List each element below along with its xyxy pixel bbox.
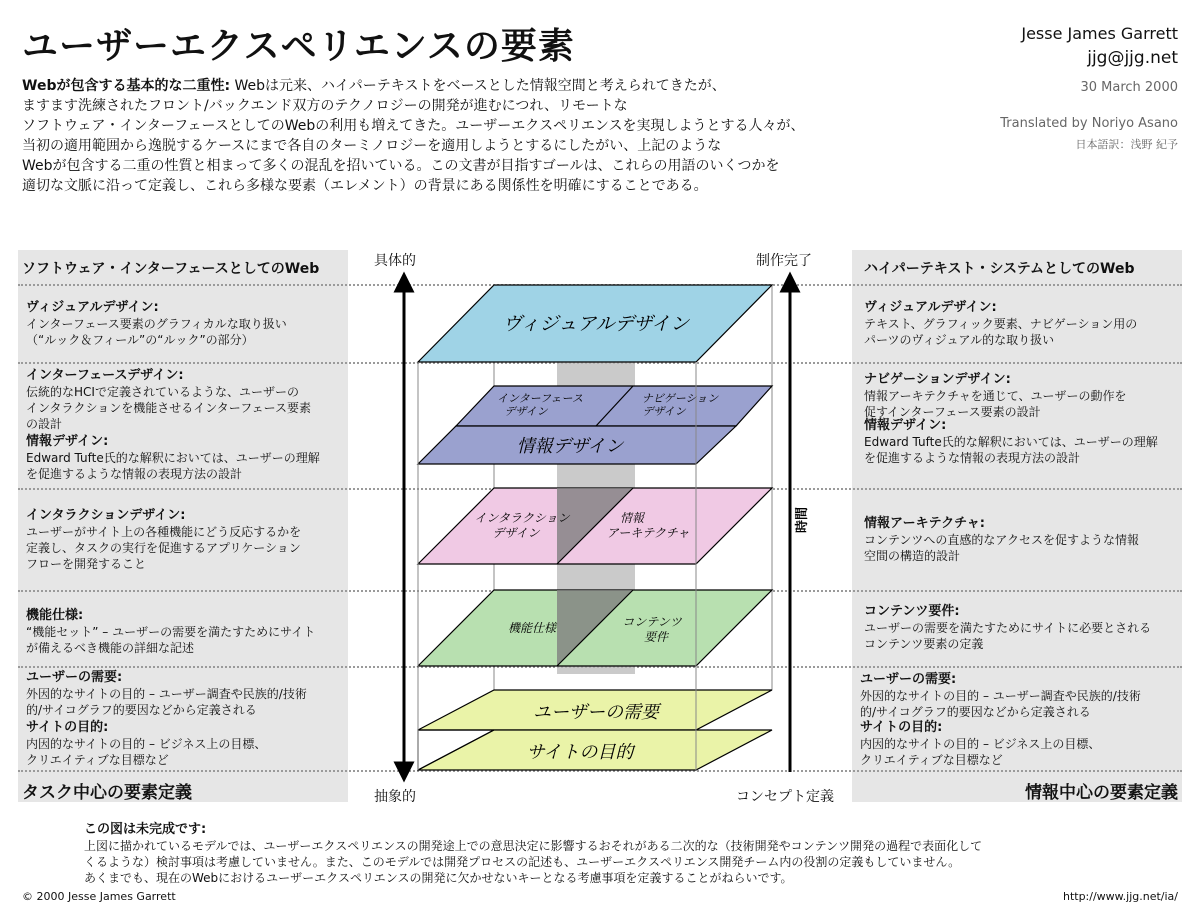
page-title: ユーザーエクスペリエンスの要素 bbox=[22, 26, 575, 67]
author-name: Jesse James Garrett bbox=[1021, 24, 1178, 43]
note-line: あくまでも、現在のWebにおけるユーザーエクスペリエンスの開発に欠かせないキーとなる考慮事項を定義することがねらいです。 bbox=[84, 871, 793, 885]
left-panel-header: ソフトウェア・インターフェースとしてのWeb bbox=[22, 261, 320, 277]
intro-line: 当初の適用範囲から逸脱するケースにまで各自のターミノロジーを適用しようとするにしたがい、上記のような bbox=[22, 138, 722, 154]
right-panel-header: ハイパーテキスト・システムとしてのWeb bbox=[864, 261, 1135, 277]
intro-line: 適切な文脈に沿って定義し、これら多様な要素（エレメント）の背景にある関係性を明確にすることである。 bbox=[22, 178, 708, 194]
translator: Translated by Noriyo Asano bbox=[1000, 116, 1178, 131]
navigation-design-label: ナビゲーションデザイン bbox=[641, 392, 719, 418]
copyright: © 2000 Jesse James Garrett bbox=[22, 890, 176, 903]
visual-design-label: ヴィジュアルデザイン bbox=[502, 313, 690, 335]
left-information-design: 情報デザイン: Edward Tufte氏的な解釈においては、ユーザーの理解 を促進するような情報の表現方法の設計 bbox=[26, 434, 320, 481]
note-line: くるような）検討事項は考慮していません。また、このモデルでは開発プロセスの記述も、ユーザーエクスペリエンス開発チーム内の役割の定義もしていません。 bbox=[84, 855, 961, 869]
author-email[interactable]: jjg@jjg.net bbox=[1087, 48, 1178, 68]
left-functional-spec: 機能仕様: “機能セット” – ユーザーの需要を満たすためにサイト が備えるべき機能の詳細な記述 bbox=[26, 608, 316, 655]
right-footer-label: 情報中心の要素定義 bbox=[1025, 783, 1178, 803]
incomplete-note bbox=[84, 822, 982, 886]
interface-design-label: インターフェースデザイン bbox=[497, 392, 583, 418]
elements-diagram bbox=[360, 260, 840, 790]
translator-jp: 日本語訳：浅野 紀予 bbox=[1075, 138, 1178, 151]
axis-concrete-label: 具体的 bbox=[374, 253, 416, 269]
right-information-design: 情報デザイン: Edward Tufte氏的な解釈においては、ユーザーの理解 を促進するような情報の表現方法の設計 bbox=[864, 418, 1158, 465]
intro-line: ますます洗練されたフロント/バックエンド双方のテクノロジーの開発が進むにつれ、リモートな bbox=[22, 98, 628, 114]
intro-line: ソフトウェア・インターフェースとしてのWebの利用も増えてきた。ユーザーエクスペリエンスを実現しようとする人々が、 bbox=[22, 118, 805, 134]
information-design-label: 情報デザイン bbox=[516, 436, 624, 457]
axis-completion-label: 制作完了 bbox=[756, 253, 812, 269]
right-content-requirements: コンテンツ要件: ユーザーの需要を満たすためにサイトに必要とされる コンテンツ要素の定義 bbox=[864, 604, 1152, 651]
left-visual-design: ヴィジュアルデザイン: インターフェース要素のグラフィカルな取り扱い （“ルック＆フィール”の“ルック”の部分） bbox=[26, 300, 287, 347]
intro-line: Webが包含する基本的な二重性: Webは元来、ハイパーテキストをベースとした情報空間と考えられてきたが、 bbox=[22, 78, 726, 94]
left-interaction-design: インタラクションデザイン: ユーザーがサイト上の各種機能にどう反応するかを 定義し、タスクの実行を促進するアプリケーション フローを開発すること bbox=[26, 508, 302, 571]
right-site-objectives: サイトの目的: 内因的なサイトの目的 – ビジネス上の目標、 クリエイティブな目標など bbox=[860, 720, 1101, 767]
left-site-objectives: サイトの目的: 内因的なサイトの目的 – ビジネス上の目標、 クリエイティブな目標など bbox=[26, 720, 267, 767]
right-navigation-design: ナビゲーションデザイン: 情報アーキテクチャを通じて、ユーザーの動作を 促すインターフェース要素の設計 bbox=[864, 372, 1127, 419]
time-axis-label: 時間 bbox=[795, 506, 810, 534]
axis-conception-label: コンセプト定義 bbox=[736, 789, 834, 805]
user-needs-label: ユーザーの需要 bbox=[533, 702, 659, 723]
interaction-design-label: インタラクションデザイン bbox=[474, 511, 570, 540]
intro-heading: Webが包含する基本的な二重性: bbox=[22, 78, 231, 94]
intro-line: Webが包含する二重の性質と相まって多くの混乱を招いている。この文書が目指すゴールは、これらの用語のいくつかを bbox=[22, 158, 780, 174]
left-interface-design: インターフェースデザイン: 伝統的なHCIで定義されているような、ユーザーの インタラクションを機能させるインターフェース要素 の設計 bbox=[26, 368, 312, 431]
left-footer-label: タスク中心の要素定義 bbox=[22, 783, 192, 803]
note-heading: この図は未完成です: bbox=[84, 822, 207, 837]
axis-abstract-label: 抽象的 bbox=[374, 789, 416, 805]
content-requirements-label: コンテンツ要件 bbox=[622, 615, 682, 644]
right-user-needs: ユーザーの需要: 外因的なサイトの目的 – ユーザー調査や民族的/技術 的/サイコグラフ的要因などから定義される bbox=[860, 672, 1141, 719]
date: 30 March 2000 bbox=[1080, 80, 1178, 95]
note-line: 上図に描かれているモデルでは、ユーザーエクスペリエンスの開発途上での意思決定に影響するおそれがある二次的な（技術開発やコンテンツ開発の過程で表面化して bbox=[84, 839, 983, 853]
information-architecture-label: 情報アーキテクチャ bbox=[606, 511, 690, 540]
functional-spec-label: 機能仕様 bbox=[507, 621, 557, 635]
site-objectives-label: サイトの目的 bbox=[526, 742, 634, 763]
left-user-needs: ユーザーの需要: 外因的なサイトの目的 – ユーザー調査や民族的/技術 的/サイコグラフ的要因などから定義される bbox=[26, 670, 307, 717]
intro-paragraph bbox=[22, 76, 922, 196]
right-visual-design: ヴィジュアルデザイン: テキスト、グラフィック要素、ナビゲーション用の パーツのヴィジュアル的な取り扱い bbox=[864, 300, 1138, 347]
source-url[interactable]: http://www.jjg.net/ia/ bbox=[1062, 890, 1178, 903]
right-information-architecture: 情報アーキテクチャ: コンテンツへの直感的なアクセスを促すような情報 空間の構造的設計 bbox=[864, 516, 1140, 563]
